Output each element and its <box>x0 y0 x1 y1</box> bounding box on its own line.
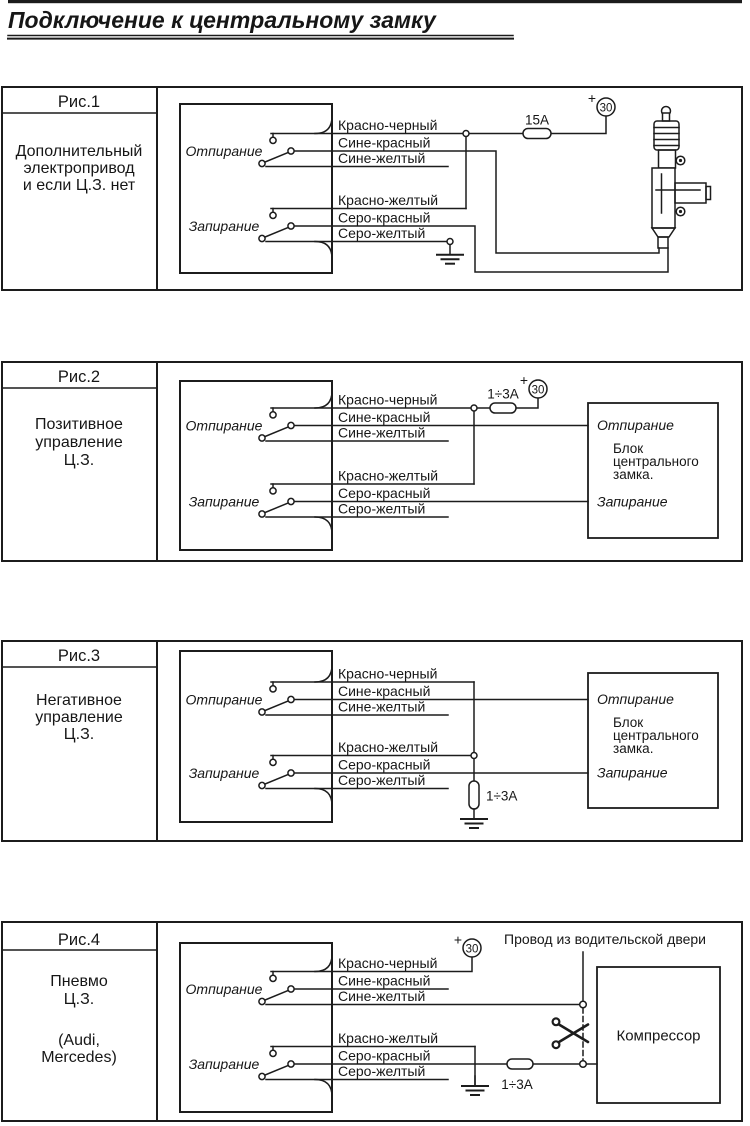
unlock-label: Отпирание <box>185 143 263 159</box>
block-name-line: замка. <box>613 467 654 482</box>
wire-label-grey-yellow: Серо-желтый <box>338 1063 426 1079</box>
wire-label-blue-red: Сине-красный <box>338 972 431 989</box>
terminal-30-label: 30 <box>599 102 613 115</box>
wire-label-grey-yellow: Серо-желтый <box>338 772 426 788</box>
compressor-label: Компрессор <box>616 1027 701 1045</box>
wire-label-grey-yellow: Серо-желтый <box>338 225 426 241</box>
cut-terminal-top <box>580 1001 587 1008</box>
central-lock-block <box>588 673 718 808</box>
lock-label: Запирание <box>188 1056 260 1072</box>
wire-label-red-black: Красно-черный <box>338 117 438 133</box>
actuator-icon <box>652 107 711 249</box>
relay-box <box>180 381 332 550</box>
switch-unlock-icon <box>259 972 294 1005</box>
wire-arc <box>315 955 332 972</box>
relay-box <box>180 943 332 1112</box>
lock-label: Запирание <box>188 493 260 510</box>
wire-label-red-yellow: Красно-желтый <box>338 467 439 484</box>
fuse-rating-label: 1÷3А <box>487 386 519 402</box>
relay-box <box>180 651 332 822</box>
desc-line: (Audi, <box>58 1032 100 1049</box>
block-lock-label: Запирание <box>597 493 668 510</box>
block-unlock-label: Отпирание <box>597 691 674 707</box>
switch-lock-icon <box>259 756 294 789</box>
ground-icon <box>461 809 487 828</box>
block-name-line: Блок <box>613 715 644 730</box>
relay-box <box>180 104 332 273</box>
wire-label-grey-red: Серо-красный <box>338 209 431 226</box>
wire-label-red-black: Красно-черный <box>338 391 438 408</box>
fuse-icon <box>490 403 516 413</box>
fig-label: Рис.2 <box>57 368 101 386</box>
junction-dot <box>471 405 477 411</box>
wire-label-grey-red: Серо-красный <box>338 1047 431 1064</box>
plus-sign: + <box>453 931 463 948</box>
junction-dot <box>447 239 453 245</box>
wire-arc <box>315 789 332 806</box>
switch-lock-icon <box>259 484 294 517</box>
terminal-30-label: 30 <box>531 384 545 397</box>
junction-dot <box>471 753 477 759</box>
block-name-line: замка. <box>613 741 654 756</box>
ground-icon <box>437 245 463 264</box>
wire-arc <box>315 665 332 682</box>
wire-label-blue-yellow: Сине-желтый <box>338 988 426 1004</box>
terminal-30-label: 30 <box>465 943 479 956</box>
ground-icon <box>462 1076 488 1095</box>
wire-arc <box>315 517 332 534</box>
desc-line: Ц.З. <box>63 726 95 743</box>
driver-door-wire-label: Провод из водительской двери <box>504 931 706 947</box>
lock-label: Запирание <box>188 765 260 781</box>
switch-lock-icon <box>259 1047 294 1080</box>
section-fig2 <box>2 362 742 561</box>
switch-unlock-icon <box>259 408 294 441</box>
top-rule <box>8 0 742 3</box>
wire-label-blue-yellow: Сине-желтый <box>338 150 426 166</box>
desc-line: электропривод <box>23 160 135 177</box>
section-fig4 <box>2 922 742 1121</box>
junction-dot <box>463 131 469 137</box>
wire-label-red-yellow: Красно-желтый <box>338 1030 439 1046</box>
desc-line: Дополнительный <box>15 143 143 160</box>
block-name-line: Блок <box>613 441 644 456</box>
desc-line: Ц.З. <box>63 991 95 1008</box>
plus-sign: + <box>519 372 529 388</box>
plus-sign: + <box>587 90 597 106</box>
wire-label-grey-red: Серо-красный <box>338 756 431 773</box>
fuse-rating-label: 1÷3А <box>486 788 518 804</box>
page-title: Подключение к центральному замку <box>8 7 436 33</box>
block-lock-label: Запирание <box>597 764 668 781</box>
desc-line: Негативное <box>36 692 122 709</box>
wire-label-blue-yellow: Сине-желтый <box>338 698 426 715</box>
fuse-icon <box>507 1059 533 1069</box>
desc-line: и если Ц.З. нет <box>22 177 136 194</box>
desc-line: Ц.З. <box>63 452 95 469</box>
unlock-label: Отпирание <box>185 417 263 434</box>
wire-label-blue-red: Сине-красный <box>338 683 431 699</box>
fig-label: Рис.1 <box>57 93 101 111</box>
section-frame <box>2 922 742 1121</box>
section-fig1 <box>2 87 742 290</box>
desc-line: Mercedes) <box>41 1049 117 1066</box>
wire-label-grey-yellow: Серо-желтый <box>338 500 426 517</box>
wire-label-blue-yellow: Сине-желтый <box>338 424 426 441</box>
fuse-rating-label: 1÷3А <box>501 1077 533 1092</box>
wire-label-blue-red: Сине-красный <box>338 409 431 425</box>
compressor-block <box>597 967 720 1103</box>
wire-arc <box>315 1080 332 1097</box>
desc-line: Пневмо <box>50 973 108 990</box>
wire-label-red-yellow: Красно-желтый <box>338 739 439 755</box>
block-name-line: центрального <box>613 728 699 743</box>
fuse-rating-label: 15A <box>524 112 550 128</box>
wire-label-red-yellow: Красно-желтый <box>338 192 439 208</box>
desc-line: управление <box>35 434 123 451</box>
wire-label-red-black: Красно-черный <box>338 665 438 682</box>
desc-line: Позитивное <box>35 416 123 433</box>
wire-label-red-black: Красно-черный <box>338 955 438 971</box>
lock-label: Запирание <box>188 218 260 234</box>
unlock-label: Отпирание <box>185 691 263 708</box>
section-fig3 <box>2 641 742 841</box>
wire-arc <box>315 391 332 408</box>
wire-label-blue-red: Сине-красный <box>338 134 431 151</box>
switch-unlock-icon <box>259 682 294 715</box>
fuse-icon <box>469 781 479 809</box>
cut-terminal-bottom <box>580 1061 587 1068</box>
block-unlock-label: Отпирание <box>597 417 674 433</box>
fig-label: Рис.4 <box>57 931 101 949</box>
central-lock-block <box>588 403 718 538</box>
fuse-icon <box>523 129 551 139</box>
wire-label-grey-red: Серо-красный <box>338 485 431 501</box>
block-name-line: центрального <box>613 454 699 469</box>
desc-line: управление <box>35 709 123 726</box>
unlock-label: Отпирание <box>185 981 263 997</box>
fig-label: Рис.3 <box>57 647 101 665</box>
